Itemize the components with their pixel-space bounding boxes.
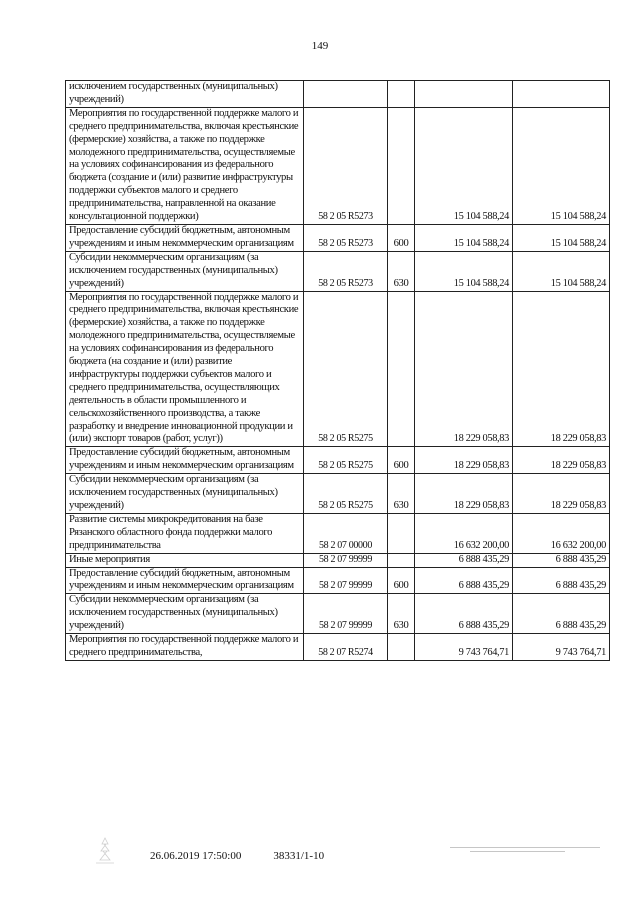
row-vr: [388, 553, 415, 567]
row-vr: [388, 107, 415, 224]
table-row: [66, 291, 610, 447]
row-vr: 600: [388, 567, 415, 594]
row-name: Субсидии некоммерческим организациям (за исключением государственных (муниципальных) учреждений): [66, 251, 304, 291]
row-code: 58 2 05 R5273: [304, 224, 388, 251]
row-sum-1: 6 888 435,29: [415, 594, 513, 634]
row-sum-2: 18 229 058,83: [513, 474, 610, 514]
row-name: Иные мероприятия: [66, 553, 304, 567]
table-row: [66, 107, 610, 224]
row-code: 58 2 07 99999: [304, 594, 388, 634]
row-vr: 630: [388, 251, 415, 291]
row-vr: [388, 513, 415, 553]
row-sum-1: 6 888 435,29: [415, 553, 513, 567]
row-code: 58 2 05 R5273: [304, 107, 388, 224]
row-name: Мероприятия по государственной поддержке малого и среднего предпринимательства,: [66, 634, 304, 661]
row-vr: [388, 634, 415, 661]
footer-doc-number: 38331/1-10: [273, 850, 325, 862]
row-sum-2: 6 888 435,29: [513, 594, 610, 634]
table-row: [66, 224, 610, 251]
row-code: 58 2 05 R5275: [304, 291, 388, 447]
row-sum-2: 15 104 588,24: [513, 224, 610, 251]
row-name: исключением государственных (муниципальных) учреждений): [66, 81, 304, 108]
table-row: [66, 553, 610, 567]
row-vr: 630: [388, 594, 415, 634]
row-name: Предоставление субсидий бюджетным, автономным учреждениям и иным некоммерческим организациям: [66, 224, 304, 251]
row-name: Развитие системы микрокредитования на базе Рязанского областного фонда поддержки малого предпринимательства: [66, 513, 304, 553]
row-name: Предоставление субсидий бюджетным, автономным учреждениям и иным некоммерческим организациям: [66, 567, 304, 594]
row-sum-1: 15 104 588,24: [415, 251, 513, 291]
row-name: Мероприятия по государственной поддержке малого и среднего предпринимательства, включая крестьянские (фермерские) хозяйства, а также по поддержке молодежного предпринимательства, осуществляемые на условиях софинансирования из федерального бюджета (создание и (или) развитие инфраструктуры поддержки субъектов малого и среднего предпринимательства, направленной на оказание консультационной поддержки): [66, 107, 304, 224]
row-name: Предоставление субсидий бюджетным, автономным учреждениям и иным некоммерческим организациям: [66, 447, 304, 474]
row-sum-2: 9 743 764,71: [513, 634, 610, 661]
row-sum-2: 6 888 435,29: [513, 553, 610, 567]
row-sum-1: 15 104 588,24: [415, 224, 513, 251]
row-name: Мероприятия по государственной поддержке малого и среднего предпринимательства, включая крестьянские (фермерские) хозяйства, а также по поддержке молодежного предпринимательства, осуществляемые на условиях софинансирования из федерального бюджета (на создание и (или) развитие инфраструктуры поддержки субъектов малого и среднего предпринимательства, осуществляющих деятельность в области промышленного и сельскохозяйственного производства, а также разработку и внедрение инновационной продукции и (или) экспорт товаров (работ, услуг)): [66, 291, 304, 447]
row-sum-2: 15 104 588,24: [513, 251, 610, 291]
row-code: 58 2 07 99999: [304, 567, 388, 594]
footer-datetime: 26.06.2019 17:50:00: [150, 850, 242, 862]
row-name: Субсидии некоммерческим организациям (за исключением государственных (муниципальных) учреждений): [66, 594, 304, 634]
table-row: [66, 251, 610, 291]
row-sum-2: 18 229 058,83: [513, 447, 610, 474]
row-sum-2: 16 632 200,00: [513, 513, 610, 553]
table-row: [66, 513, 610, 553]
row-code: 58 2 07 R5274: [304, 634, 388, 661]
table-row: [66, 474, 610, 514]
row-sum-2: [513, 81, 610, 108]
row-code: [304, 81, 388, 108]
row-sum-2: 15 104 588,24: [513, 107, 610, 224]
row-sum-2: 6 888 435,29: [513, 567, 610, 594]
row-sum-1: 6 888 435,29: [415, 567, 513, 594]
row-code: 58 2 07 00000: [304, 513, 388, 553]
row-code: 58 2 05 R5275: [304, 474, 388, 514]
stamp-icon: [92, 836, 118, 866]
row-sum-1: [415, 81, 513, 108]
row-code: 58 2 05 R5273: [304, 251, 388, 291]
row-vr: 600: [388, 224, 415, 251]
table-row: [66, 634, 610, 661]
row-code: 58 2 05 R5275: [304, 447, 388, 474]
table-row: [66, 81, 610, 108]
row-vr: [388, 81, 415, 108]
row-sum-1: 9 743 764,71: [415, 634, 513, 661]
row-vr: [388, 291, 415, 447]
table-row: [66, 567, 610, 594]
row-sum-1: 18 229 058,83: [415, 291, 513, 447]
footer: [150, 850, 324, 862]
row-sum-1: 15 104 588,24: [415, 107, 513, 224]
page-number: 149: [311, 40, 329, 52]
row-sum-1: 18 229 058,83: [415, 474, 513, 514]
row-name: Субсидии некоммерческим организациям (за исключением государственных (муниципальных) учреждений): [66, 474, 304, 514]
row-sum-2: 18 229 058,83: [513, 291, 610, 447]
table-row: [66, 447, 610, 474]
row-vr: 600: [388, 447, 415, 474]
signature-mark: [450, 844, 610, 864]
row-code: 58 2 07 99999: [304, 553, 388, 567]
table-row: [66, 594, 610, 634]
budget-table: [65, 80, 610, 661]
row-sum-1: 18 229 058,83: [415, 447, 513, 474]
row-sum-1: 16 632 200,00: [415, 513, 513, 553]
row-vr: 630: [388, 474, 415, 514]
